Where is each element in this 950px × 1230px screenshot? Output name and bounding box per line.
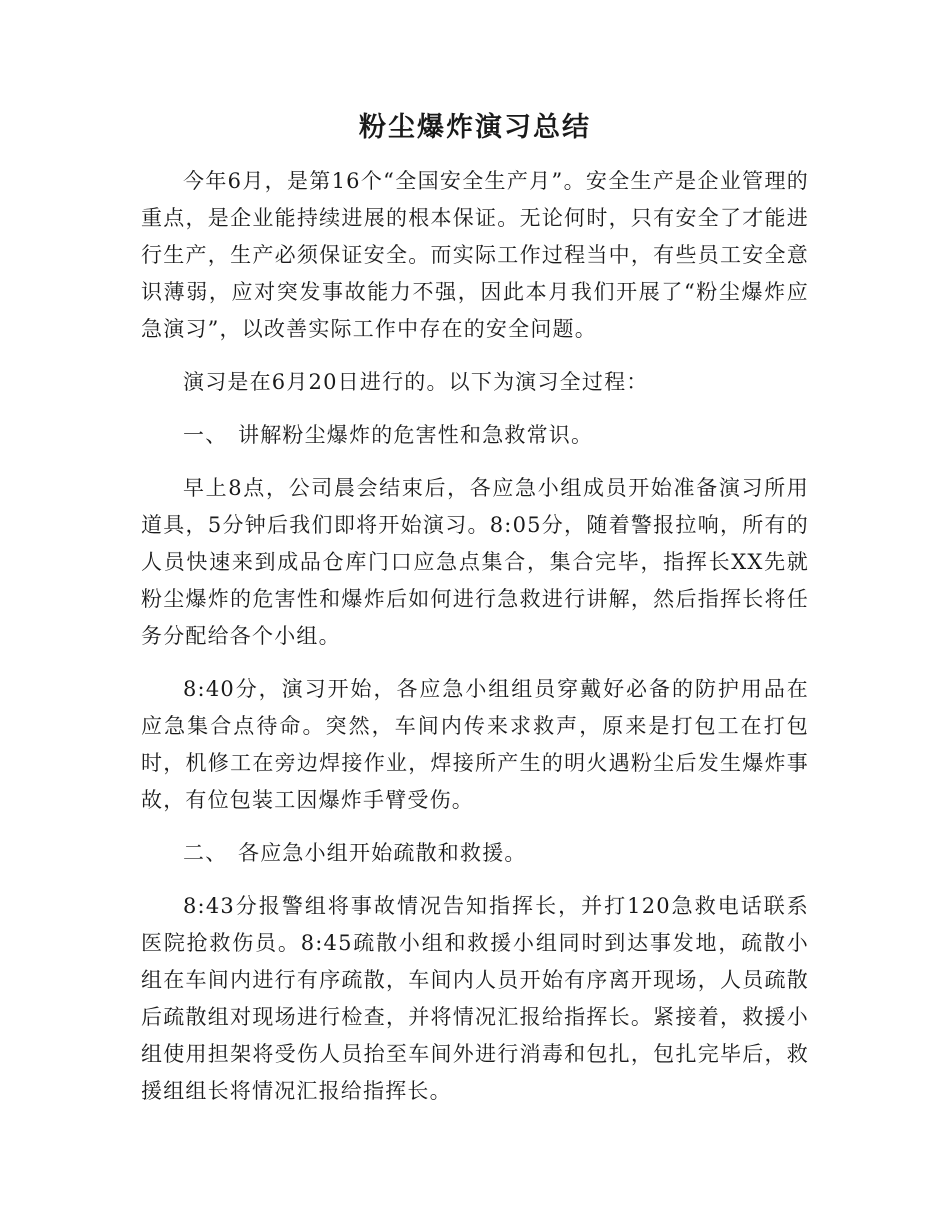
section-title-1: 讲解粉尘爆炸的危害性和急救常识。	[238, 423, 594, 447]
section1-paragraph-2: 8:40分，演习开始，各应急小组组员穿戴好必备的防护用品在应急集合点待命。突然，车间内传来求救声，原来是打包工在打包时，机修工在旁边焊接作业，焊接所产生的明火遇粉尘后发生爆炸事故，有位包装工因爆炸手臂受伤。	[141, 677, 809, 812]
section-number-1: 一、	[183, 423, 228, 447]
document-body	[141, 163, 809, 1126]
section1-paragraph-1: 早上8点，公司晨会结束后，各应急小组成员开始准备演习所用道具，5分钟后我们即将开始演习。8:05分，随着警报拉响，所有的人员快速来到成品仓库门口应急点集合，集合完毕，指挥长XX先就粉尘爆炸的危害性和爆炸后如何进行急救进行讲解，然后指挥长将任务分配给各个小组。	[141, 476, 809, 648]
section-title-2: 各应急小组开始疏散和救援。	[238, 841, 527, 865]
section-number-2: 二、	[183, 841, 228, 865]
section-heading-2	[141, 835, 809, 872]
section2-paragraph-1: 8:43分报警组将事故情况告知指挥长，并打120急救电话联系医院抢救伤员。8:45疏散小组和救援小组同时到达事发地，疏散小组在车间内进行有序疏散，车间内人员开始有序离开现场，人员疏散后疏散组对现场进行检查，并将情况汇报给指挥长。紧接着，救援小组使用担架将受伤人员抬至车间外进行消毒和包扎，包扎完毕后，救援组组长将情况汇报给指挥长。	[141, 894, 809, 1103]
document-title: 粉尘爆炸演习总结	[359, 112, 591, 143]
section-heading-1	[141, 417, 809, 454]
drill-date-paragraph: 演习是在6月20日进行的。以下为演习全过程：	[183, 370, 649, 394]
intro-paragraph: 今年6月，是第16个“全国安全生产月”。安全生产是企业管理的重点，是企业能持续进展的根本保证。无论何时，只有安全了才能进行生产，生产必须保证安全。而实际工作过程当中，有些员工安全意识薄弱，应对突发事故能力不强，因此本月我们开展了“粉尘爆炸应急演习”，以改善实际工作中存在的安全问题。	[141, 169, 809, 341]
